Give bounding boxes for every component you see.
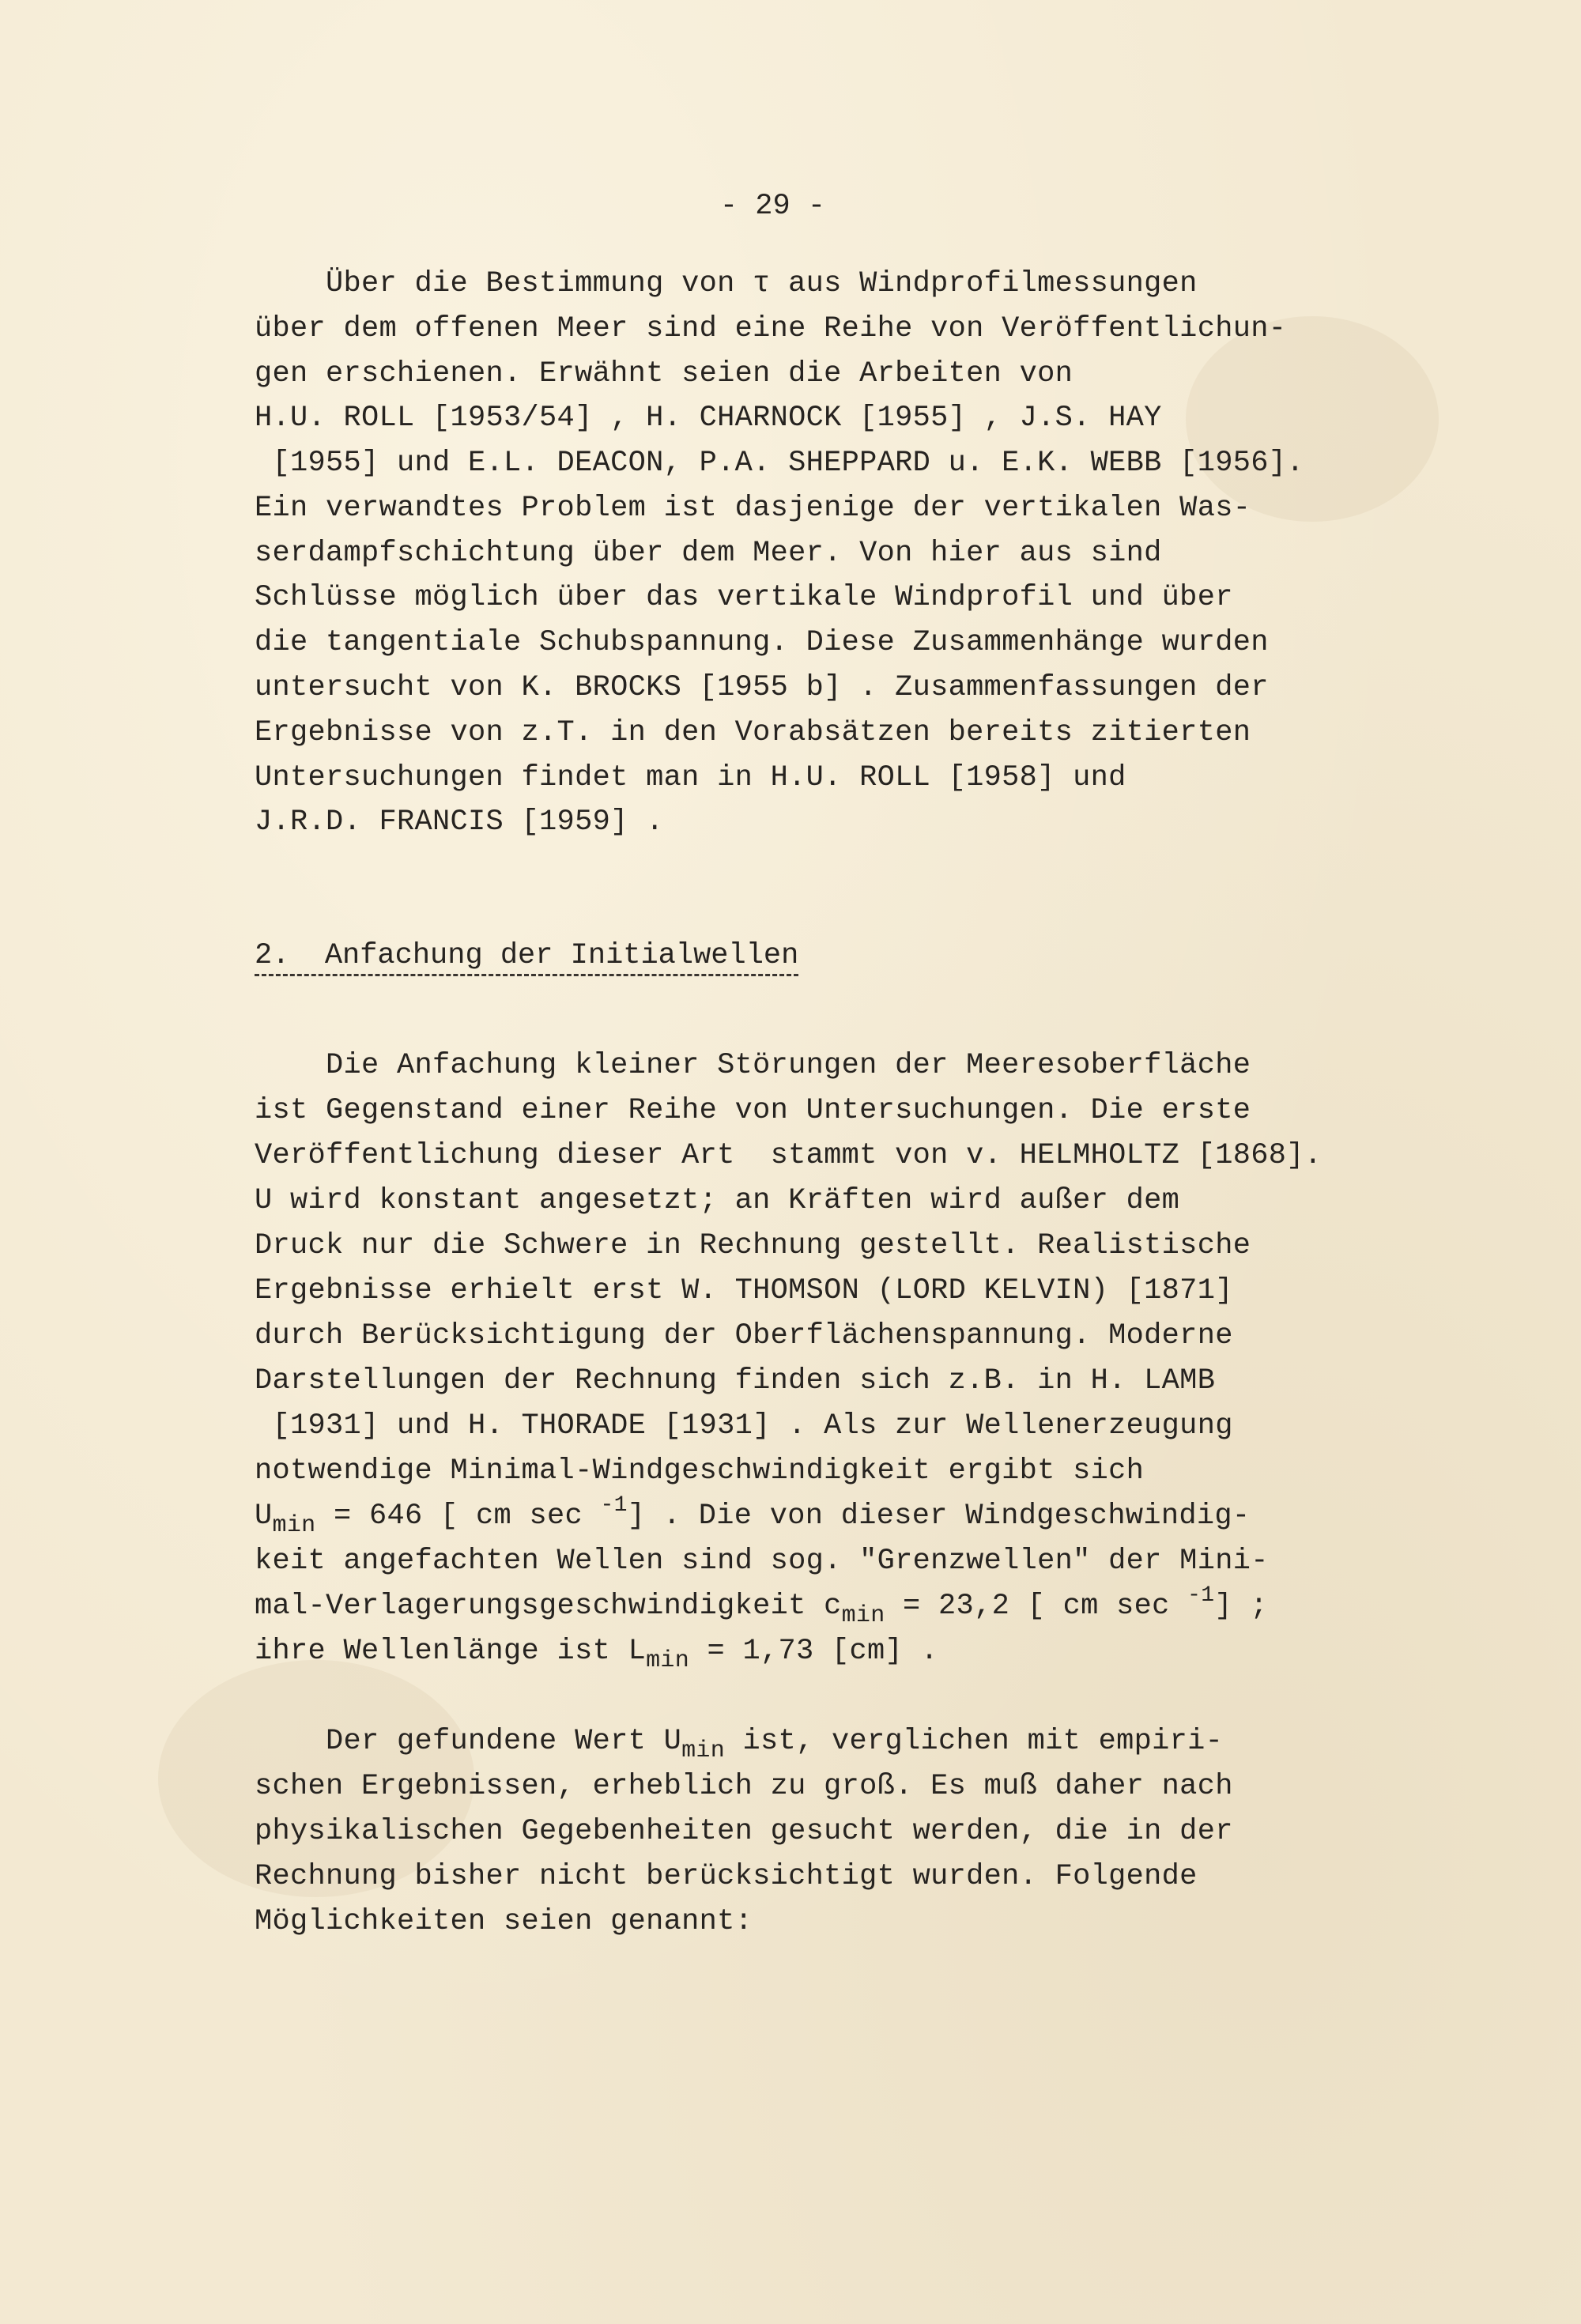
formula-text: = 1,73 [cm] .: [689, 1635, 939, 1668]
formula-text: = 23,2 [ cm sec: [885, 1590, 1188, 1623]
text-line: über dem offenen Meer sind eine Reihe von Veröffentlichun-: [255, 312, 1287, 345]
text-line: Untersuchungen findet man in H.U. ROLL [1958] und: [255, 761, 1126, 794]
page-number: - 29 -: [719, 190, 826, 223]
formula-text: ist, verglichen mit empiri-: [725, 1725, 1224, 1758]
subscript: min: [681, 1737, 726, 1764]
formula-line-cmin: [255, 1583, 1268, 1629]
text-line: untersucht von K. BROCKS [1955 b] . Zusammenfassungen der: [255, 671, 1269, 704]
formula-text: ihre Wellenlänge ist L: [255, 1635, 647, 1668]
text-line: Veröffentlichung dieser Art stammt von v. HELMHOLTZ [1868].: [255, 1139, 1323, 1172]
formula-text: Der gefundene Wert U: [255, 1725, 682, 1758]
superscript: -1: [600, 1493, 628, 1518]
text-line: Ein verwandtes Problem ist dasjenige der vertikalen Was-: [255, 492, 1251, 525]
text-line: keit angefachten Wellen sind sog. "Grenzwellen" der Mini-: [255, 1545, 1269, 1578]
text-line: serdampfschichtung über dem Meer. Von hier aus sind: [255, 537, 1162, 570]
formula-text: U: [255, 1500, 273, 1533]
formula-text: ] ;: [1214, 1590, 1268, 1623]
text-line: notwendige Minimal-Windgeschwindigkeit ergibt sich: [255, 1454, 1145, 1488]
text-line: Ergebnisse erhielt erst W. THOMSON (LORD KELVIN) [1871]: [255, 1274, 1233, 1307]
text-line: schen Ergebnissen, erheblich zu groß. Es muß daher nach: [255, 1770, 1233, 1803]
text-line: H.U. ROLL [1953/54] , H. CHARNOCK [1955] , J.S. HAY: [255, 402, 1162, 435]
subscript: min: [272, 1512, 316, 1539]
text-line: J.R.D. FRANCIS [1959] .: [255, 805, 664, 839]
subscript: min: [841, 1602, 885, 1629]
text-line: Rechnung bisher nicht berücksichtigt wurden. Folgende: [255, 1860, 1198, 1893]
text-line: Ergebnisse von z.T. in den Vorabsätzen bereits zitierten: [255, 716, 1251, 749]
text-line: durch Berücksichtigung der Oberflächenspannung. Moderne: [255, 1319, 1233, 1353]
text-line: die tangentiale Schubspannung. Diese Zusammenhänge wurden: [255, 626, 1269, 659]
text-line: U wird konstant angesetzt; an Kräften wird außer dem: [255, 1184, 1180, 1217]
formula-line-paragraph-start: [255, 1723, 1224, 1764]
text-line: [1931] und H. THORADE [1931] . Als zur Wellenerzeugung: [255, 1409, 1233, 1443]
text-line: ist Gegenstand einer Reihe von Untersuchungen. Die erste: [255, 1094, 1251, 1127]
text-line: Über die Bestimmung von τ aus Windprofilmessungen: [255, 267, 1198, 300]
formula-line-umin: [255, 1493, 1251, 1539]
text-line: Schlüsse möglich über das vertikale Windprofil und über: [255, 581, 1233, 614]
text-line: [1955] und E.L. DEACON, P.A. SHEPPARD u. E.K. WEBB [1956].: [255, 447, 1304, 480]
section-heading: 2. Anfachung der Initialwellen: [255, 939, 798, 976]
text-line: Die Anfachung kleiner Störungen der Meeresoberfläche: [255, 1049, 1251, 1082]
text-line: physikalischen Gegebenheiten gesucht werden, die in der: [255, 1815, 1233, 1848]
text-line: gen erschienen. Erwähnt seien die Arbeiten von: [255, 357, 1073, 390]
text-line: Druck nur die Schwere in Rechnung gestellt. Realistische: [255, 1229, 1251, 1262]
formula-text: mal-Verlagerungsgeschwindigkeit c: [255, 1590, 842, 1623]
formula-text: ] . Die von dieser Windgeschwindig-: [627, 1500, 1251, 1533]
text-line: Möglichkeiten seien genannt:: [255, 1905, 753, 1938]
formula-line-lmin: [255, 1633, 939, 1674]
text-line: Darstellungen der Rechnung finden sich z.B. in H. LAMB: [255, 1364, 1216, 1398]
subscript: min: [646, 1647, 690, 1674]
formula-text: = 646 [ cm sec: [315, 1500, 601, 1533]
superscript: -1: [1187, 1583, 1215, 1608]
